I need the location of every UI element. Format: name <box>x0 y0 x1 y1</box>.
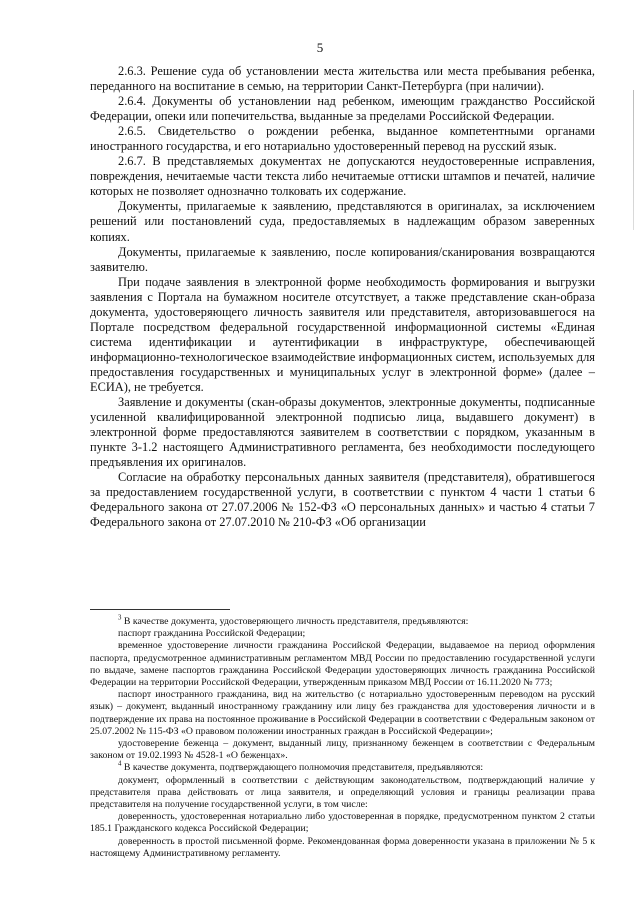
footnote-intro: В качестве документа, удостоверяющего личность представителя, предъявляются: <box>123 616 469 627</box>
footnote-mark: 3 <box>118 614 122 622</box>
footnote-item: временное удостоверение личности гражданина Российской Федерации, выдаваемое на период оформления паспорта, предусмотренное административным регламентом МВД России по предоставлению государственной услуги по выдаче, замене паспортов гражданина Российской Федерации удостоверяющих личность гражданина Российской Федерации на территории Российской Федерации, утвержденным приказом МВД России от 16.11.2020 № 773; <box>90 640 595 689</box>
footnote-item: документ, оформленный в соответствии с действующим законодательством, подтверждающий наличие у представителя права действовать от лица заявителя, и определяющий условия и границы реализации права представителя на получение государственной услуги, в том числе: <box>90 774 595 811</box>
main-text <box>90 64 595 530</box>
footnotes <box>90 609 595 860</box>
footnote-item: удостоверение беженца – документ, выданный лицу, признанному беженцем в соответствии с Федеральным законом от 19.02.1993 № 4528-1 «О беженцах». <box>90 738 595 762</box>
paragraph-2-6-7: 2.6.7. В представляемых документах не допускаются неудостоверенные исправления, повреждения, нечитаемые части текста либо нечитаемые оттиски штампов и печатей, наличие которых не позволяет однозначно толковать их содержание. <box>90 154 595 199</box>
footnote-item: паспорт гражданина Российской Федерации; <box>118 628 306 640</box>
footnote-divider <box>90 609 230 610</box>
paragraph-originals: Документы, прилагаемые к заявлению, представляются в оригиналах, за исключением решений или постановлений суда, предоставляемых в надлежащим образом заверенных копиях. <box>90 199 595 244</box>
footnote-item: доверенность, удостоверенная нотариально либо удостоверенная в порядке, предусмотренном пунктом 2 статьи 185.1 Гражданского кодекса Российской Федерации; <box>90 811 595 835</box>
footnote-4 <box>90 762 595 774</box>
footnote-item: паспорт иностранного гражданина, вид на жительство (с нотариально удостоверенным переводом на русский язык) – документ, выданный иностранному гражданину или лицу без гражданства для удостоверения личности и в подтверждение их права на постоянное проживание в Российской Федерации в соответствии с Федеральным законом от 25.07.2002 № 115-ФЗ «О правовом положении иностранных граждан в Российской Федерации»; <box>90 689 595 737</box>
paragraph-2-6-3: 2.6.3. Решение суда об установлении места жительства или места пребывания ребенка, переданного на воспитание в семью, на территории Санкт-Петербурга (при наличии). <box>90 64 595 94</box>
page-number: 5 <box>316 40 324 55</box>
paragraph-electronic-form: При подаче заявления в электронной форме необходимость формирования и выгрузки заявления с Портала на бумажном носителе отсутствует, а также представление скан-образа документа, удостоверяющего личность заявителя или представителя, авторизовавшегося на Портале посредством федеральной государственной информационной системы «Единая система идентификации и аутентификации в инфраструктуре, обеспечивающей информационно-технологическое взаимодействие информационных систем, используемых для предоставления государственных и муниципальных услуг в электронной форме» (далее – ЕСИА), не требуется. <box>90 274 595 394</box>
paragraph-scan-images: Заявление и документы (скан-образы документов, электронные документы, подписанные усиленной квалифицированной электронной подписью лица, выдавшего документ) в электронной форме предоставляются заявителем в соответствии с порядком, указанным в пункте 3-1.2 настоящего Административного регламента, без необходимости последующего предъявления их оригиналов. <box>90 395 595 470</box>
scan-edge-artifact <box>633 90 634 230</box>
footnote-item: доверенность в простой письменной форме. Рекомендованная форма доверенности указана в приложении № 5 к настоящему Административному регламенту. <box>90 835 595 859</box>
paragraph-consent: Согласие на обработку персональных данных заявителя (представителя), обратившегося за предоставлением государственной услуги, в соответствии с пунктом 4 части 1 статьи 6 Федерального закона от 27.07.2006 № 152-ФЗ «О персональных данных» и частью 4 статьи 7 Федерального закона от 27.07.2010 № 210-ФЗ «Об организации <box>90 470 595 530</box>
paragraph-2-6-4: 2.6.4. Документы об установлении над ребенком, имеющим гражданство Российской Федерации, опеки или попечительства, выданные за пределами Российской Федерации. <box>90 94 595 124</box>
paragraph-return: Документы, прилагаемые к заявлению, после копирования/сканирования возвращаются заявителю. <box>90 244 595 274</box>
paragraph-2-6-5: 2.6.5. Свидетельство о рождении ребенка, выданное компетентными органами иностранного государства, и его нотариально удостоверенный перевод на русский язык. <box>90 124 595 154</box>
footnote-mark: 4 <box>118 761 122 769</box>
footnote-intro: В качестве документа, подтверждающего полномочия представителя, предъявляются: <box>123 762 484 774</box>
footnote-3 <box>90 616 595 628</box>
